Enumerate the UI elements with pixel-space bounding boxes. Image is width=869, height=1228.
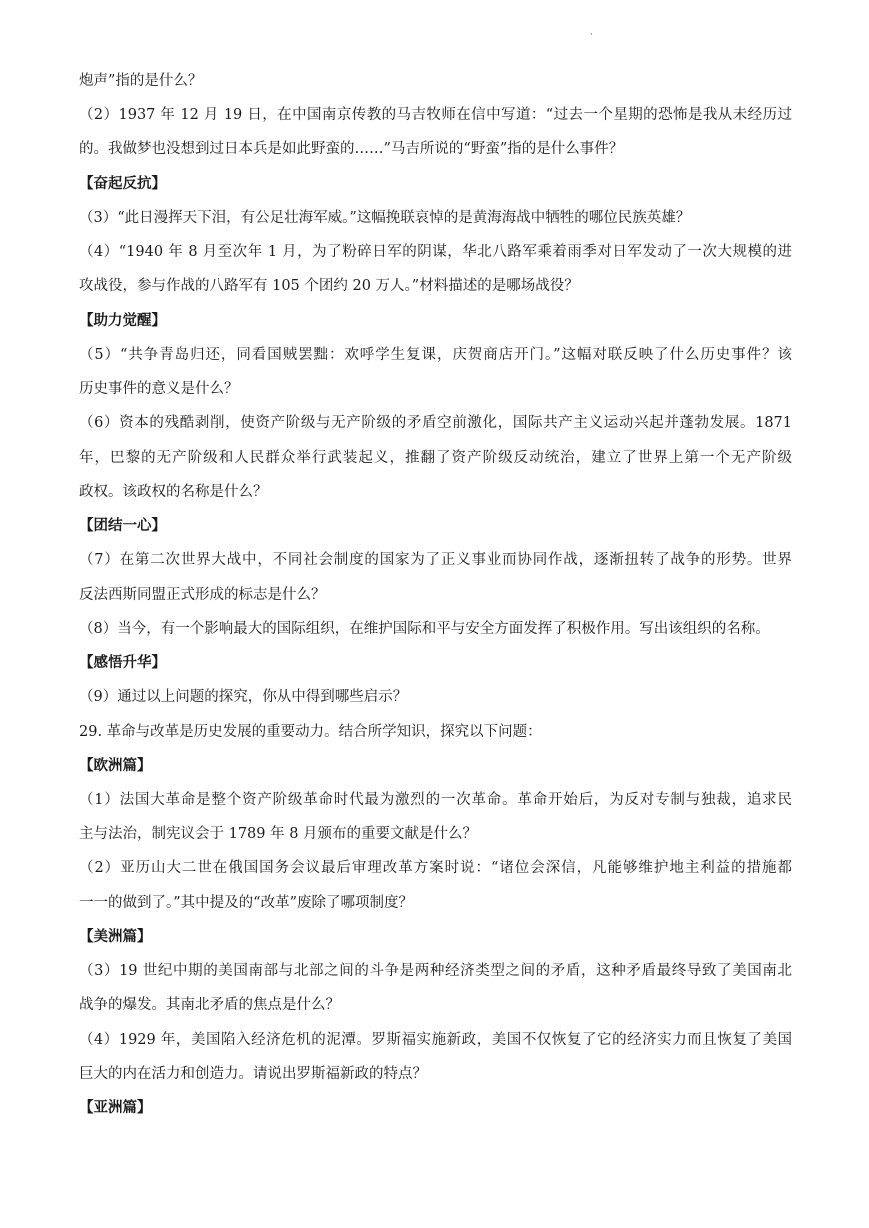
section-heading: 【亚洲篇】 <box>79 1099 152 1116</box>
section-heading: 【团结一心】 <box>79 517 166 534</box>
question-number-line: 29. 革命与改革是历史发展的重要动力。结合所学知识，探究以下问题： <box>79 724 542 740</box>
header-mark: · <box>590 30 593 40</box>
section-heading: 【美洲篇】 <box>79 928 152 945</box>
question-text-line: （9）通过以上问题的探究，你从中得到哪些启示？ <box>79 689 408 705</box>
question-text-line: （1）法国大革命是整个资产阶级革命时代最为激烈的一次革命。革命开始后，为反对专制与独裁，追求民 <box>79 792 792 808</box>
section-heading: 【助力觉醒】 <box>79 312 166 329</box>
question-text-line: 政权。该政权的名称是什么？ <box>79 484 268 500</box>
question-text-line: （5）“共争青岛归还，同看国贼罢黜：欢呼学生复课，庆贺商店开门。”这幅对联反映了什么历史事件？该 <box>79 347 792 363</box>
question-text-line: 反法西斯同盟正式形成的标志是什么？ <box>79 587 326 603</box>
question-text-line: （7）在第二次世界大战中，不同社会制度的国家为了正义事业而协同作战，逐渐扭转了战争的形势。世界 <box>79 552 792 568</box>
question-text-line: 攻战役，参与作战的八路军有 105 个团约 20 万人。”材料描述的是哪场战役？ <box>79 278 579 294</box>
question-text-line: 战争的爆发。其南北矛盾的焦点是什么？ <box>79 997 340 1013</box>
question-text-line: （8）当今，有一个影响最大的国际组织，在维护国际和平与安全方面发挥了积极作用。写出该组织的名称。 <box>79 621 770 637</box>
question-text-line: （2）1937 年 12 月 19 日，在中国南京传教的马吉牧师在信中写道：“过去一个星期的恐怖是我从未经历过 <box>79 107 792 123</box>
question-text-line: 的。我做梦也没想到过日本兵是如此野蛮的……”马吉所说的“野蛮”指的是什么事件？ <box>79 141 624 157</box>
section-heading: 【感悟升华】 <box>79 654 166 671</box>
section-heading: 【奋起反抗】 <box>79 175 166 192</box>
section-heading: 【欧洲篇】 <box>79 757 152 774</box>
question-text-line: 历史事件的意义是什么？ <box>79 381 239 397</box>
question-text-line: （4）1929 年，美国陷入经济危机的泥潭。罗斯福实施新政，美国不仅恢复了它的经济实力而且恢复了美国 <box>79 1032 792 1048</box>
question-text-line: （3）19 世纪中期的美国南部与北部之间的斗争是两种经济类型之间的矛盾，这种矛盾最终导致了美国南北 <box>79 963 792 979</box>
question-text-line: 一一的做到了。”其中提及的“改革”废除了哪项制度？ <box>79 895 413 911</box>
question-text-line: 炮声”指的是什么？ <box>79 73 203 89</box>
question-text-line: 年，巴黎的无产阶级和人民群众举行武装起义，推翻了资产阶级反动统治，建立了世界上第一个无产阶级 <box>79 450 792 466</box>
question-text-line: （2）亚历山大二世在俄国国务会议最后审理改革方案时说：“诸位会深信，凡能够维护地主利益的措施都 <box>79 860 792 876</box>
question-text-line: 巨大的内在活力和创造力。请说出罗斯福新政的特点？ <box>79 1066 427 1082</box>
question-text-line: （3）“此日漫挥天下泪，有公足壮海军威。”这幅挽联哀悼的是黄海海战中牺牲的哪位民族英雄？ <box>79 210 691 226</box>
question-text-line: （6）资本的残酷剥削，使资产阶级与无产阶级的矛盾空前激化，国际共产主义运动兴起并蓬勃发展。1871 <box>79 415 792 431</box>
question-text-line: （4）“1940 年 8 月至次年 1 月，为了粉碎日军的阴谋，华北八路军乘着雨季对日军发动了一次大规模的进 <box>79 244 792 260</box>
question-text-line: 主与法治，制宪议会于 1789 年 8 月颁布的重要文献是什么？ <box>79 826 478 842</box>
